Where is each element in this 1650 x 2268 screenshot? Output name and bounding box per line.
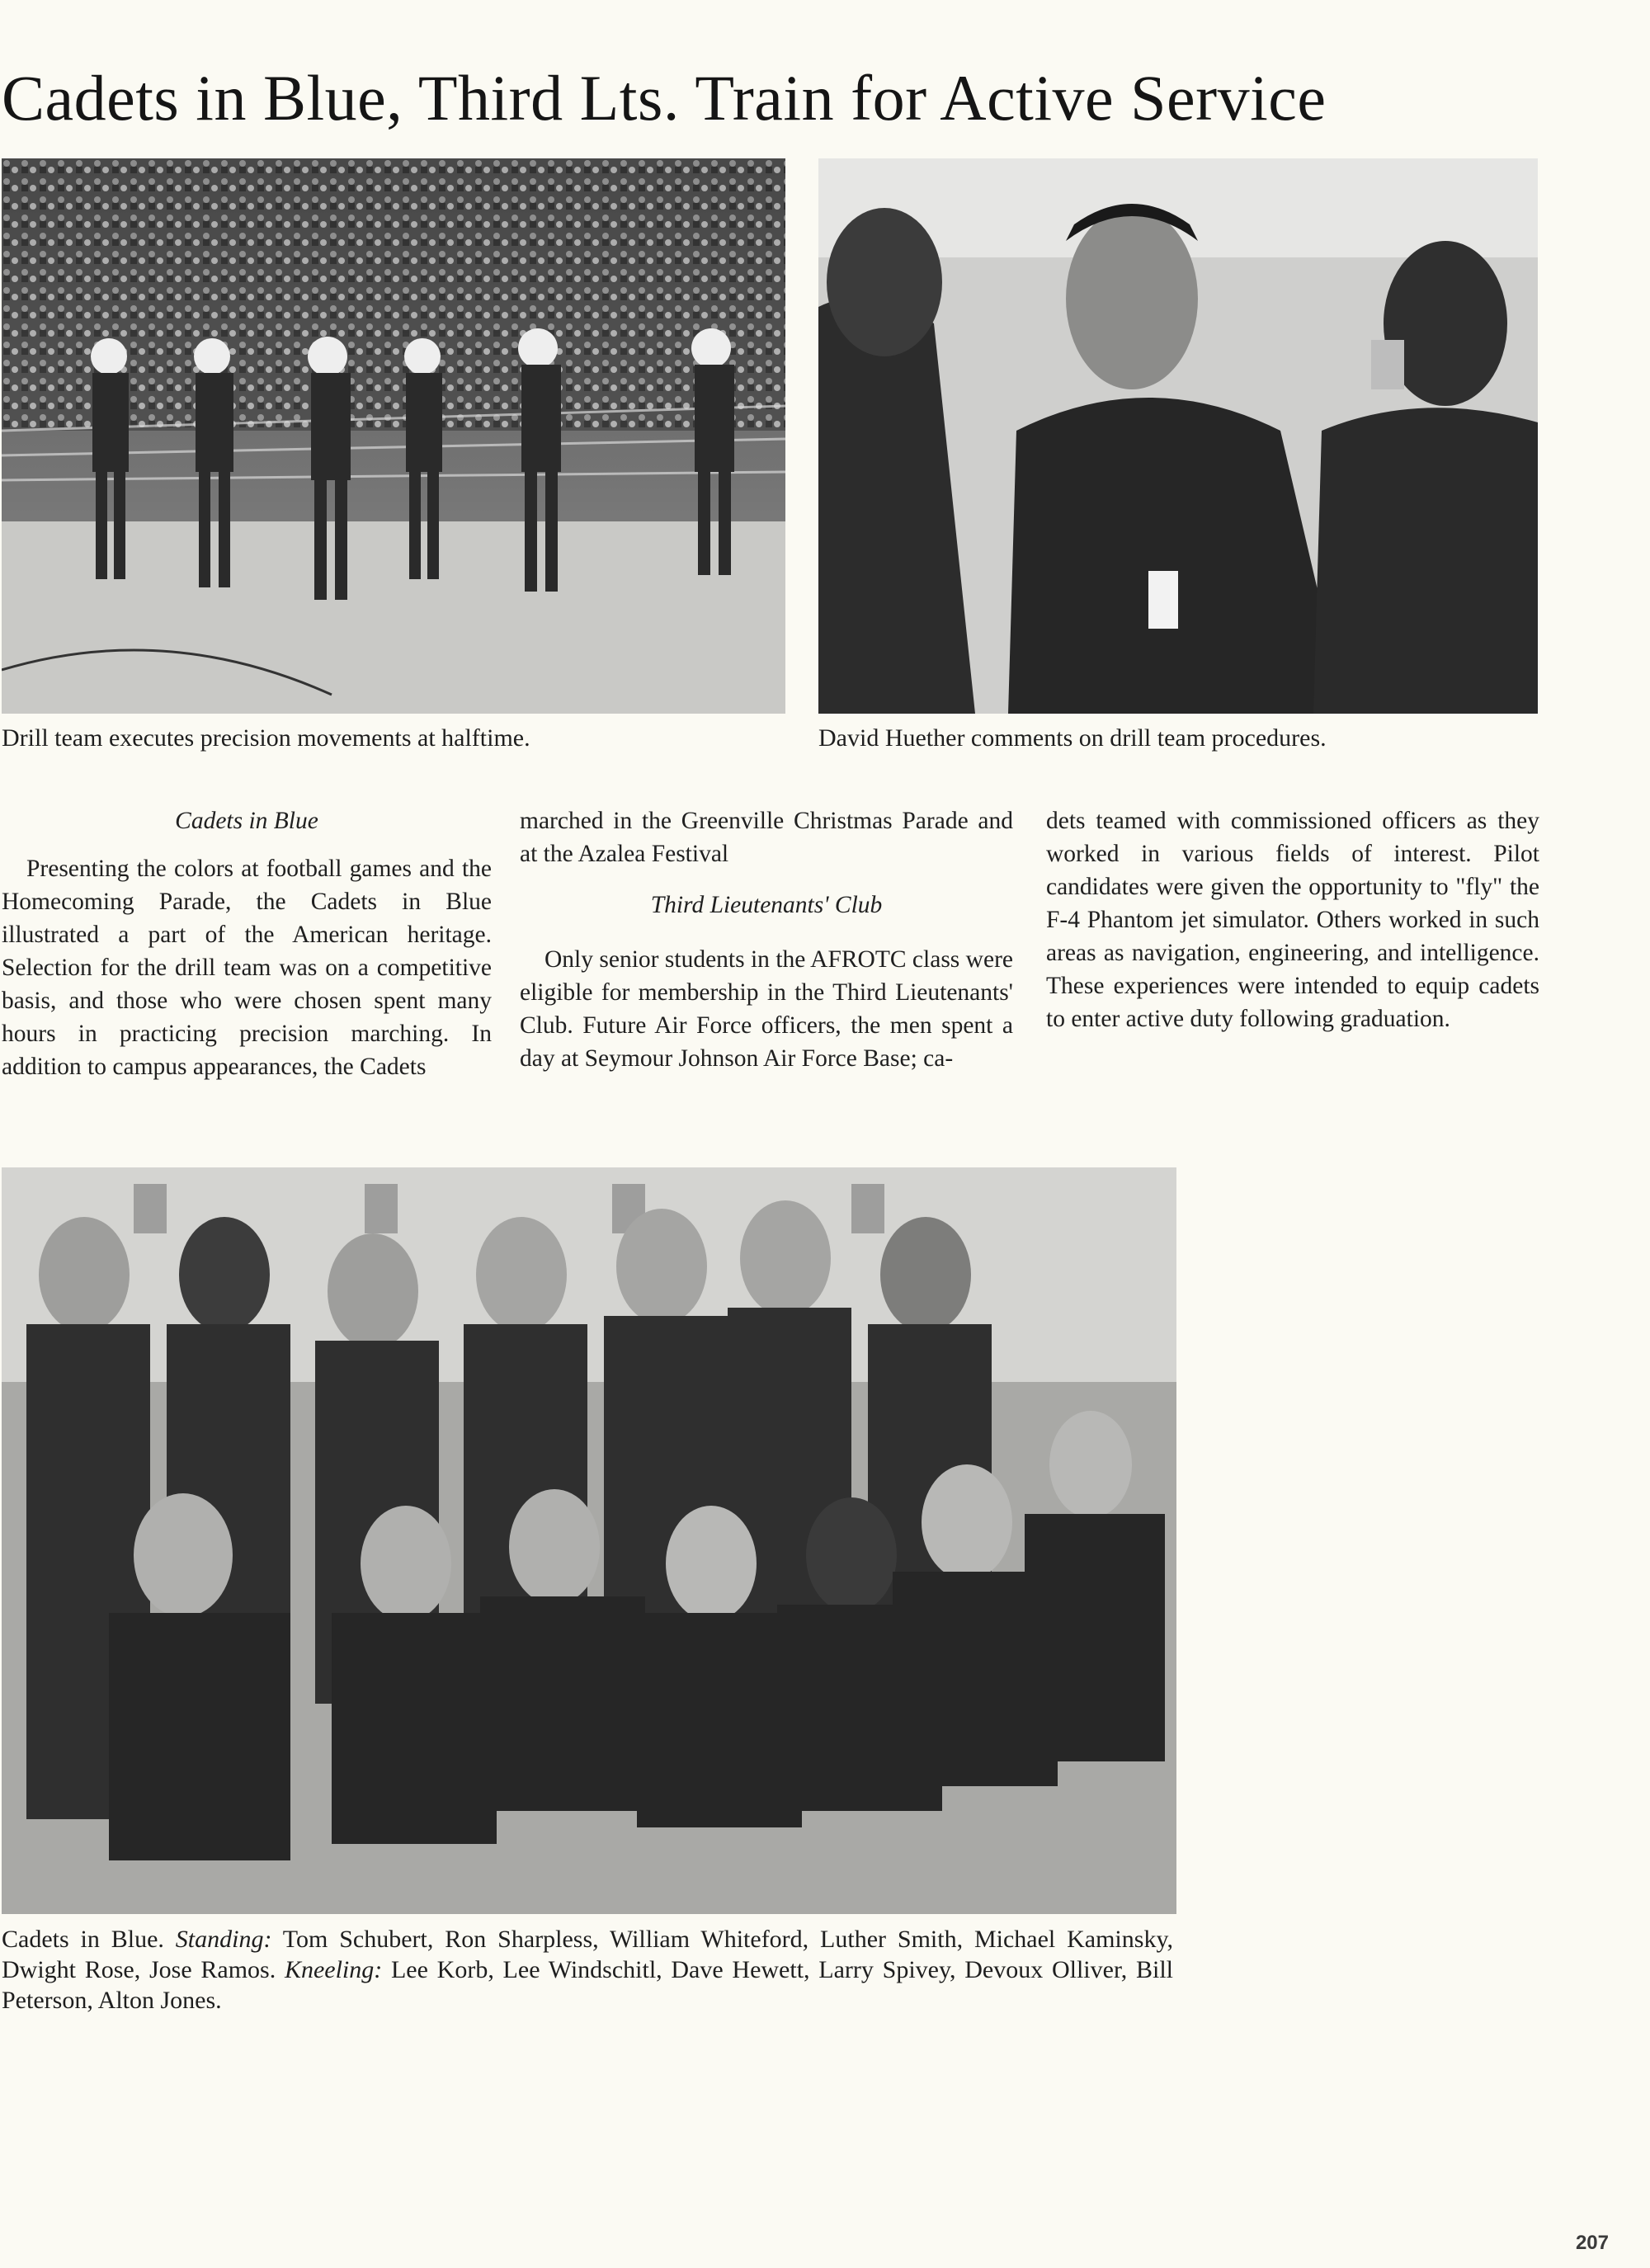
drill-team-caption: Drill team executes precision movements at halftime. — [2, 724, 530, 752]
heading-third-lieutenants: Third Lieutenants' Club — [650, 892, 883, 918]
article-column-2 — [520, 804, 1013, 1075]
cadets-group-photo — [2, 1167, 1176, 1914]
huether-caption: David Huether comments on drill team procedures. — [818, 724, 1327, 752]
page-number: 207 — [1575, 2232, 1609, 2254]
drill-team-photo — [2, 158, 785, 714]
heading-cadets-in-blue: Cadets in Blue — [175, 808, 318, 834]
group-photo-caption — [2, 1924, 1173, 2016]
group-caption-standing-label: Standing: — [175, 1926, 272, 1953]
page-title: Cadets in Blue, Third Lts. Train for Active Service — [2, 62, 1327, 134]
huether-image — [818, 158, 1538, 714]
group-caption-standing-names: Tom Schubert, Ron Sharpless, William Whiteford, Luther Smith, Michael Kaminsky, Dwight Rose, Jose Ramos. — [2, 1926, 1173, 1983]
paragraph-third-lieutenants: Only senior students in the AFROTC class were eligible for membership in the Third Lieutenants' Club. Future Air Force officers, the men spent a day at Seymour Johnson Air Force Base; ca- — [520, 946, 1013, 1072]
group-caption-lead: Cadets in Blue. — [2, 1926, 164, 1953]
article-column-1 — [2, 804, 492, 1083]
group-caption-kneeling-label: Kneeling: — [284, 1956, 383, 1983]
group-caption-kneeling-names: Lee Korb, Lee Windschitl, Dave Hewett, Larry Spivey, Devoux Olliver, Bill Peterson, Alton Jones. — [2, 1956, 1173, 2014]
drill-team-image — [2, 158, 785, 714]
huether-photo — [818, 158, 1538, 714]
paragraph-cadets-in-blue: Presenting the colors at football games and the Homecoming Parade, the Cadets in Blue illustrated a part of the American heritage. Selection for the drill team was on a competitive basis, and those who were chosen spent many hours in practicing precision marching. In addition to campus appearances, the Cadets — [2, 856, 492, 1080]
article-column-3 — [1046, 804, 1539, 1035]
cadets-group-image — [2, 1167, 1176, 1914]
paragraph-lieutenants-continued: dets teamed with commissioned officers as they worked in various fields of interest. Pilot candidates were given the opportunity to "fly" the F-4 Phantom jet simulator. Others worked in such areas as navigation, engineering, and intelligence. These experiences were intended to equip cadets to enter active duty following graduation. — [1046, 808, 1539, 1032]
paragraph-cadets-continued: marched in the Greenville Christmas Parade and at the Azalea Festival — [520, 808, 1013, 867]
